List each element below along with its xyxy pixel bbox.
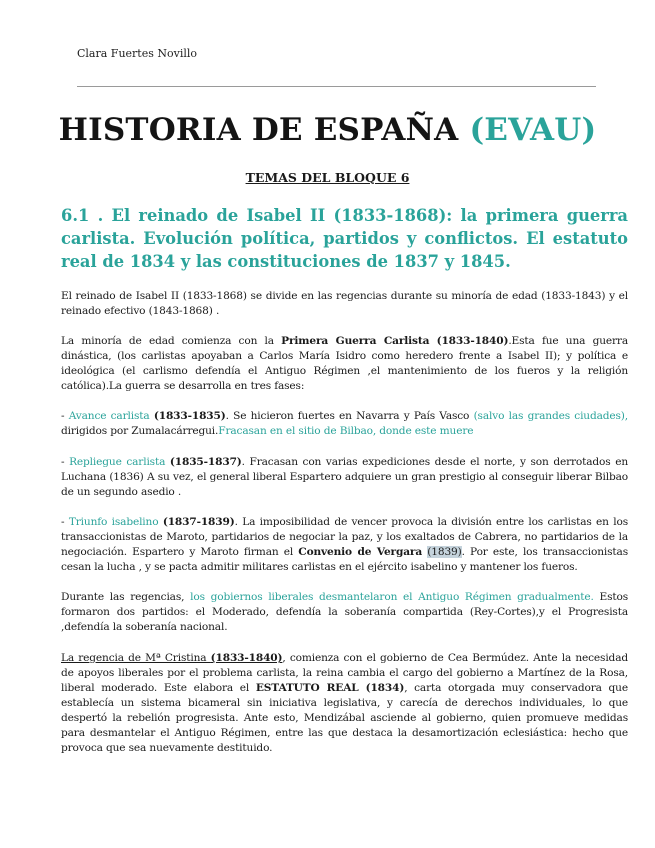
p5-convenio: Convenio de Vergara <box>298 546 423 558</box>
p2-text-a: La minoría de edad comienza con la <box>61 335 282 347</box>
p3-dash: - <box>61 410 69 422</box>
paragraph-regency-maria-cristina <box>61 651 628 756</box>
paragraph-intro: El reinado de Isabel II (1833-1868) se divide en las regencias durante su minoría de edad (1833-1843) y el reinado efectivo (1843-1868) . <box>61 290 628 317</box>
paragraph-first-carlist-war <box>61 334 628 394</box>
p5-phase-name: Triunfo isabelino <box>68 516 159 528</box>
p7-years: (1833-1840) <box>210 652 283 664</box>
p4-years: (1835-1837) <box>169 456 242 468</box>
p7-regency-title: La regencia de Mª Cristina <box>61 652 211 664</box>
p6-text-2: los gobiernos liberales desmantelaron el Antiguo Régimen gradualmente. <box>190 591 594 603</box>
p3-text-2: (salvo las grandes ciudades), <box>473 410 629 422</box>
header-rule <box>77 86 596 87</box>
p3-text-3: dirigidos por Zumalacárregui. <box>61 425 219 437</box>
title-accent: (EVAU) <box>469 112 597 148</box>
p3-text-4: Fracasan en el sitio de Bilbao, donde este muere <box>218 425 474 437</box>
p7-text-3: , comienza con el gobierno de Cea Bermúdez. Ante la necesidad de apoyos liberales por el problema carlista, la reina cambia el cargo del gobierno a Martínez de la Rosa, liberal moderado. Este elabora el <box>61 652 628 694</box>
paragraph-phase-triumph <box>61 515 628 575</box>
p7-estatuto: ESTATUTO REAL (1834) <box>255 682 405 694</box>
paragraph-regencies <box>61 590 628 635</box>
page-title <box>0 112 655 148</box>
title-main: HISTORIA DE ESPAÑA <box>58 112 459 148</box>
p5-text-1: . La imposibilidad de vencer provoca la división entre los carlistas en los transaccionistas de Maroto, partidarios de negociar la paz, y los exaltados de Cabrera, no partidarios de la negociación. Espartero y Maroto firman el <box>61 516 628 558</box>
block-subtitle: TEMAS DEL BLOQUE 6 <box>245 170 410 185</box>
p5-text-5: . Por este, los transaccionistas cesan la lucha , y se pacta admitir militares carlistas en el ejército isabelino y mantener los fueros. <box>61 546 628 573</box>
p2-text-e: .Esta fue una guerra dinástica, (los carlistas apoyaban a Carlos María Isidro como heredero frente a Isabel II); y política e ideológica (el carlismo defendía el Antiguo Régimen ,el mantenimiento de los fueros y la religión católica).La guerra se desarrolla en tres fases: <box>61 335 628 392</box>
p3-text-1: . Se hicieron fuertes en Navarra y País Vasco <box>225 410 474 422</box>
p2-space <box>429 335 436 347</box>
paragraph-phase-retreat <box>61 455 628 500</box>
p4-dash: - <box>61 456 70 468</box>
section-heading: 6.1 . El reinado de Isabel II (1833-1868): la primera guerra carlista. Evolución política, partidos y conflictos. El estatuto real de 1834 y las constituciones de 1837 y 1845. <box>61 206 628 271</box>
p2-years: (1833-1840) <box>436 335 509 347</box>
p4-text-1: . Fracasan con varias expediciones desde el norte, y son derrotados en Luchana (1836) A su vez, el general liberal Espartero adquiere un gran prestigio al conseguir liberar Bilbao de un segundo asedio . <box>61 456 629 498</box>
p3-phase-name: Avance carlista <box>68 410 150 422</box>
p2-war-name: Primera Guerra Carlista <box>281 335 430 347</box>
author-name: Clara Fuertes Novillo <box>77 47 198 60</box>
p5-dash: - <box>61 516 69 528</box>
p6-text-1: Durante las regencias, <box>61 591 191 603</box>
p5-highlight-year: (1839) <box>427 546 462 558</box>
paragraph-phase-advance <box>61 409 628 439</box>
p3-years: (1833-1835) <box>153 410 226 422</box>
p5-years: (1837-1839) <box>162 516 235 528</box>
p6-text-3: Estos formaron dos partidos: el Moderado, defendía la soberanía compartida (Rey-Cortes),y el Progresista ,defendía la soberanía nacional. <box>61 591 628 633</box>
p7-text-5: , carta otorgada muy conservadora que establecía un sistema bicameral sin iniciativa legislativa, y carecía de derechos individuales, lo que despertó la rebelión progresista. Ante esto, Mendizábal asciende al gobierno, quien promueve medidas para desmantelar el Antiguo Régimen, entre las que destaca la desamortización eclesiástica: hecho que provoca que sea nuevamente destituido. <box>61 682 628 754</box>
p4-phase-name: Repliegue carlista <box>69 456 166 468</box>
